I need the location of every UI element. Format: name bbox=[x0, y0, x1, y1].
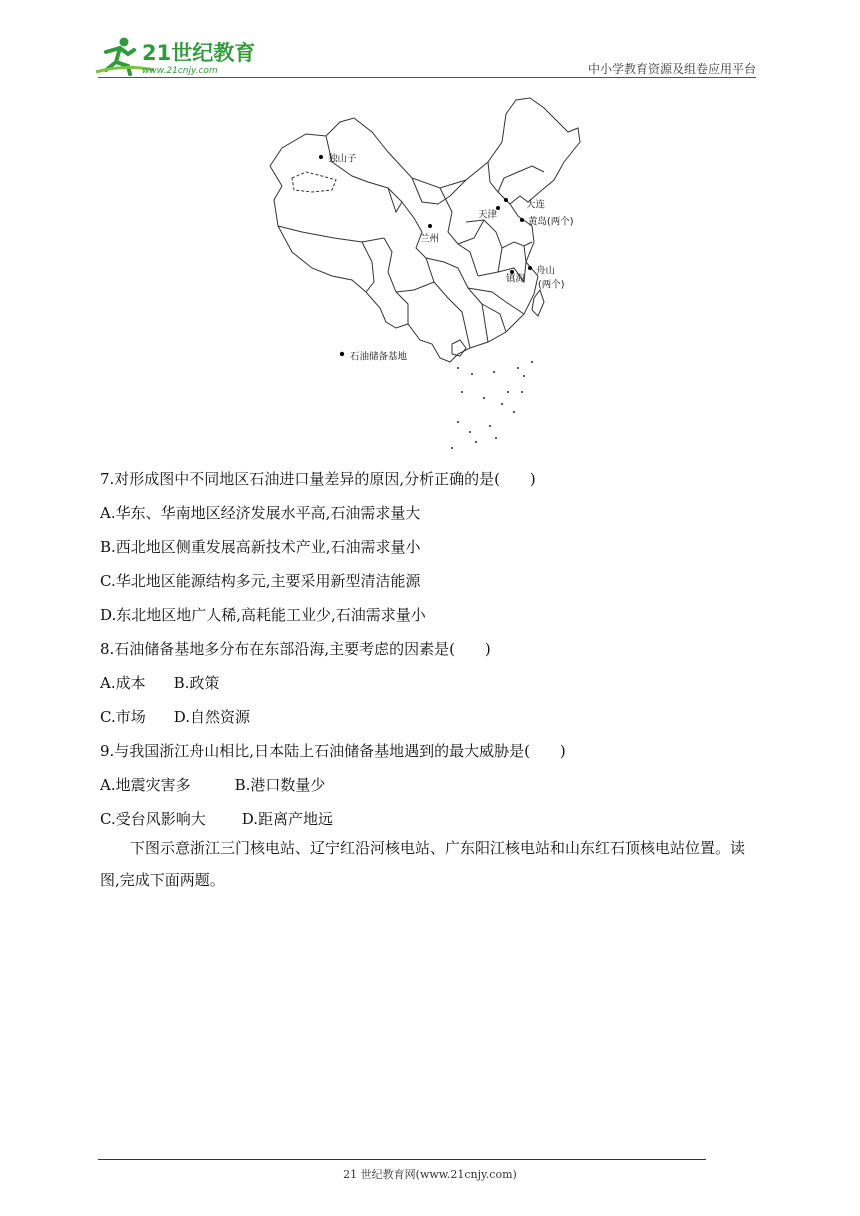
question-8-options-row-2 bbox=[100, 700, 760, 734]
question-7-option-a[interactable]: A.华东、华南地区经济发展水平高,石油需求量大 bbox=[100, 504, 421, 522]
province-border bbox=[326, 136, 402, 202]
logo-text: 21世纪教育 bbox=[142, 41, 256, 65]
question-9-option-d[interactable]: D.距离产地远 bbox=[241, 810, 333, 828]
map-legend-label: 石油储备基地 bbox=[350, 351, 407, 363]
question-7-stem: 7.对形成图中不同地区石油进口量差异的原因,分析正确的是( ) bbox=[100, 470, 536, 488]
label-zhoushan-count: (两个) bbox=[538, 279, 565, 291]
label-dalian: 大连 bbox=[526, 199, 545, 211]
zhoushan-marker bbox=[528, 266, 532, 270]
china-oil-reserve-map bbox=[262, 92, 592, 462]
south-china-sea-islands bbox=[451, 361, 533, 449]
footer-divider bbox=[98, 1159, 706, 1160]
page-header bbox=[0, 0, 860, 80]
question-7-option-c[interactable]: C.华北地区能源结构多元,主要采用新型清洁能源 bbox=[100, 572, 421, 590]
label-dushanzi: 独山子 bbox=[328, 153, 357, 165]
province-border bbox=[466, 220, 502, 272]
question-8-option-c[interactable]: C.市场 bbox=[100, 708, 146, 726]
province-border bbox=[488, 162, 544, 192]
header-divider bbox=[98, 77, 756, 78]
dalian-marker bbox=[504, 198, 508, 202]
label-lanzhou: 兰州 bbox=[420, 233, 439, 245]
question-9-stem: 9.与我国浙江舟山相比,日本陆上石油储备基地遇到的最大威胁是( ) bbox=[100, 742, 566, 760]
question-8-option-d[interactable]: D.自然资源 bbox=[173, 708, 250, 726]
question-9-options-row-1 bbox=[100, 768, 760, 802]
province-border bbox=[396, 282, 470, 348]
question-8-option-a[interactable]: A.成本 bbox=[100, 674, 146, 692]
label-huangdao: 黄岛(两个) bbox=[528, 216, 574, 228]
question-8-options-row-1 bbox=[100, 666, 760, 700]
legend-marker bbox=[340, 352, 344, 356]
logo-url: www.21cnjy.com bbox=[142, 66, 218, 76]
question-8-stem: 8.石油储备基地多分布在东部沿海,主要考虑的因素是( ) bbox=[100, 640, 491, 658]
huangdao-marker bbox=[520, 218, 524, 222]
label-tianjin: 天津 bbox=[478, 209, 497, 221]
province-border bbox=[524, 246, 526, 262]
province-border bbox=[278, 226, 384, 242]
reserve-base-markers bbox=[319, 155, 532, 356]
question-9-option-b[interactable]: B.港口数量少 bbox=[234, 776, 326, 794]
province-border bbox=[362, 242, 374, 292]
question-9-option-c[interactable]: C.受台风影响大 bbox=[100, 810, 206, 828]
question-block bbox=[100, 462, 760, 836]
province-border bbox=[458, 220, 484, 244]
lanzhou-marker bbox=[428, 224, 432, 228]
province-border bbox=[426, 258, 488, 342]
footer-text[interactable]: 21 世纪教育网(www.21cnjy.com) bbox=[343, 1168, 517, 1181]
province-border bbox=[384, 238, 408, 324]
province-border bbox=[412, 178, 466, 204]
label-zhoushan: 舟山 bbox=[536, 265, 555, 277]
province-border bbox=[468, 288, 524, 314]
platform-tagline: 中小学教育资源及组卷应用平台 bbox=[587, 62, 756, 76]
site-logo[interactable] bbox=[94, 36, 264, 78]
label-zhenhai: 镇海 bbox=[506, 273, 525, 285]
province-border bbox=[502, 242, 532, 248]
question-8-option-b[interactable]: B.政策 bbox=[173, 674, 220, 692]
dushanzi-marker bbox=[319, 155, 323, 159]
tarim-basin bbox=[292, 172, 336, 192]
province-border bbox=[498, 192, 510, 204]
nuclear-plant-intro: 下图示意浙江三门核电站、辽宁红沿河核电站、广东阳江核电站和山东红石顶核电站位置。读图,完成下面两题。 bbox=[100, 839, 746, 889]
question-9-option-a[interactable]: A.地震灾害多 bbox=[100, 776, 191, 794]
question-7-option-b[interactable]: B.西北地区侧重发展高新技术产业,石油需求量小 bbox=[100, 538, 421, 556]
question-7-option-d[interactable]: D.东北地区地广人稀,高耗能工业少,石油需求量小 bbox=[100, 606, 426, 624]
question-9-options-row-2 bbox=[100, 802, 760, 836]
runner-logo-icon bbox=[94, 36, 264, 78]
